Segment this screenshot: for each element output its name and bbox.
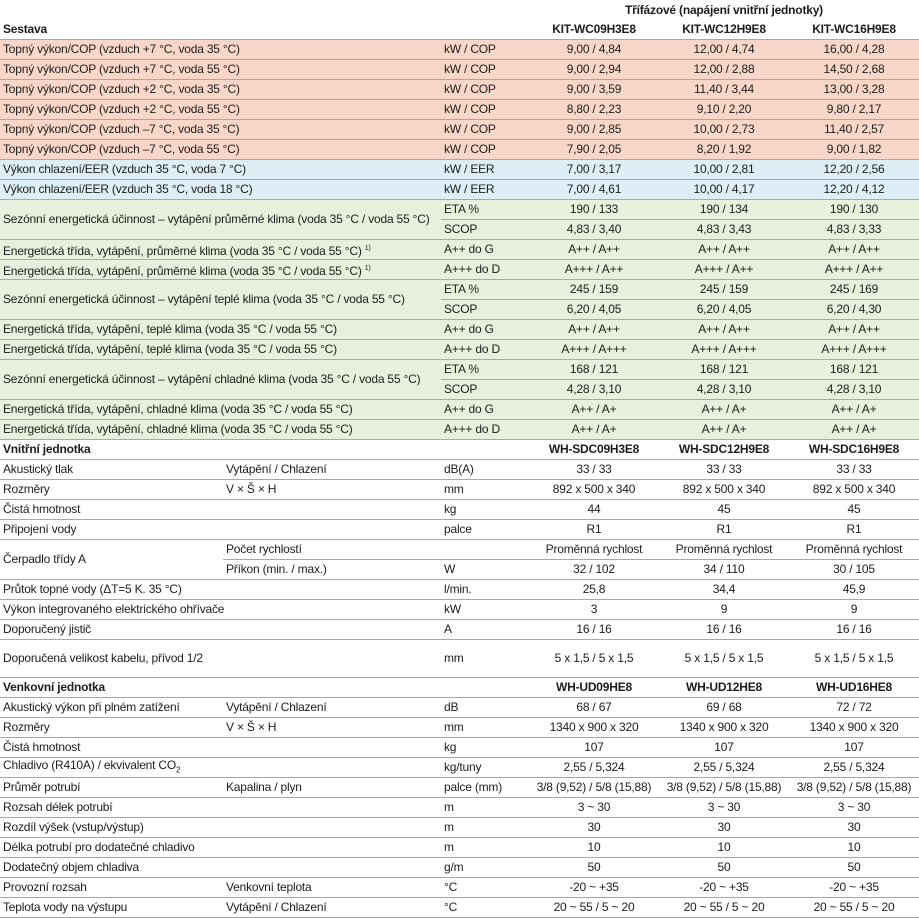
- row-sublabel: Vytápění / Chlazení: [223, 698, 441, 718]
- value-cell: 16,00 / 4,28: [789, 40, 919, 60]
- model-name: KIT-WC16H9E8: [789, 20, 919, 40]
- unit-cell: mm: [441, 640, 529, 678]
- row-label-text: Energetická třída, vytápění, průměrné klima (voda 35 °C / voda 55 °C): [3, 243, 362, 258]
- unit-cell: kW / EER: [441, 180, 529, 200]
- model-name: WH-UD16HE8: [789, 678, 919, 698]
- value-cell: 4,28 / 3,10: [529, 380, 659, 400]
- value-cell: 10,00 / 4,17: [659, 180, 789, 200]
- cooling-row: [0, 160, 919, 180]
- row-label: [0, 838, 441, 858]
- value-cell: 245 / 159: [529, 280, 659, 300]
- value-cell: 3/8 (9,52) / 5/8 (15,88): [529, 778, 659, 798]
- row-label: [0, 758, 441, 778]
- row-label: Topný výkon/COP (vzduch +2 °C, voda 55 °C): [0, 100, 441, 120]
- value-cell: 9,00 / 3,59: [529, 80, 659, 100]
- row-label: Sezónní energetická účinnost – vytápění teplé klima (voda 35 °C / voda 55 °C): [0, 280, 441, 320]
- row-label-text: Energetická třída, vytápění, chladné klima (voda 35 °C / voda 55 °C): [3, 402, 353, 416]
- unit-cell: °C: [441, 878, 529, 898]
- value-cell: 33 / 33: [529, 460, 659, 480]
- outdoor-row: [0, 898, 919, 918]
- unit-cell: A+++ do D: [441, 340, 529, 360]
- outdoor-row: [0, 718, 919, 738]
- row-label: [0, 738, 441, 758]
- value-cell: 20 ~ 55 / 5 ~ 20: [529, 898, 659, 918]
- row-sublabel: Příkon (min. / max.): [223, 560, 441, 580]
- unit-cell: g/m: [441, 858, 529, 878]
- value-cell: 7,00 / 4,61: [529, 180, 659, 200]
- unit-cell: ETA %: [441, 280, 529, 300]
- value-cell: 5 x 1,5 / 5 x 1,5: [659, 640, 789, 678]
- row-label: [0, 798, 441, 818]
- value-cell: 30: [789, 818, 919, 838]
- row-label: [0, 420, 441, 440]
- unit-cell: dB: [441, 698, 529, 718]
- value-cell: 107: [789, 738, 919, 758]
- value-cell: 3 ~ 30: [789, 798, 919, 818]
- value-cell: 4,28 / 3,10: [659, 380, 789, 400]
- row-label: [0, 818, 441, 838]
- value-cell: A++ / A++: [529, 320, 659, 340]
- value-cell: 9,00 / 1,82: [789, 140, 919, 160]
- row-label: Provozní rozsah: [0, 878, 223, 898]
- footnote-mark: 1): [364, 244, 371, 252]
- value-cell: 4,83 / 3,40: [529, 220, 659, 240]
- value-cell: A++ / A++: [789, 320, 919, 340]
- unit-cell: kW / EER: [441, 160, 529, 180]
- value-cell: 30: [529, 818, 659, 838]
- value-cell: 9,00 / 2,94: [529, 60, 659, 80]
- unit-cell: A+++ do D: [441, 260, 529, 280]
- value-cell: 34 / 110: [659, 560, 789, 580]
- efficiency-eta-row: [0, 280, 919, 300]
- row-sublabel: Počet rychlostí: [223, 540, 441, 560]
- value-cell: 4,83 / 3,33: [789, 220, 919, 240]
- value-cell: 12,20 / 4,12: [789, 180, 919, 200]
- value-cell: 8,80 / 2,23: [529, 100, 659, 120]
- value-cell: A+++ / A++: [659, 260, 789, 280]
- unit-cell: l/min.: [441, 580, 529, 600]
- efficiency-eta-row: [0, 200, 919, 220]
- row-label: Teplota vody na výstupu: [0, 898, 223, 918]
- value-cell: 50: [529, 858, 659, 878]
- value-cell: 892 x 500 x 340: [659, 480, 789, 500]
- value-cell: 25,8: [529, 580, 659, 600]
- value-cell: A++ / A+: [529, 400, 659, 420]
- value-cell: A++ / A+: [659, 400, 789, 420]
- model-name: WH-UD12HE8: [659, 678, 789, 698]
- value-cell: R1: [659, 520, 789, 540]
- value-cell: A+++ / A++: [529, 260, 659, 280]
- row-sublabel: Venkovní teplota: [223, 878, 441, 898]
- value-cell: 33 / 33: [789, 460, 919, 480]
- row-label: Akustický tlak: [0, 460, 223, 480]
- unit-cell: SCOP: [441, 380, 529, 400]
- value-cell: 168 / 121: [529, 360, 659, 380]
- value-cell: 11,40 / 3,44: [659, 80, 789, 100]
- value-cell: 45: [789, 500, 919, 520]
- unit-cell: palce (mm): [441, 778, 529, 798]
- value-cell: A++ / A++: [529, 240, 659, 260]
- value-cell: Proměnná rychlost: [659, 540, 789, 560]
- outdoor-row: [0, 818, 919, 838]
- heating-row: [0, 120, 919, 140]
- energy-class-row: [0, 320, 919, 340]
- heating-row: [0, 140, 919, 160]
- value-cell: A++ / A++: [789, 240, 919, 260]
- value-cell: 9,00 / 2,85: [529, 120, 659, 140]
- value-cell: 16 / 16: [529, 620, 659, 640]
- row-label: [0, 340, 441, 360]
- row-label: Doporučený jistič: [0, 620, 441, 640]
- footnote-mark: 1): [364, 264, 371, 272]
- value-cell: R1: [789, 520, 919, 540]
- group-title-row: [0, 0, 919, 20]
- value-cell: 30 / 105: [789, 560, 919, 580]
- value-cell: 4,83 / 3,43: [659, 220, 789, 240]
- value-cell: A+++ / A+++: [659, 340, 789, 360]
- value-cell: 10: [529, 838, 659, 858]
- value-cell: 9: [659, 600, 789, 620]
- value-cell: 5 x 1,5 / 5 x 1,5: [789, 640, 919, 678]
- unit-cell: mm: [441, 480, 529, 500]
- model-name: WH-SDC09H3E8: [529, 440, 659, 460]
- row-label: Topný výkon/COP (vzduch –7 °C, voda 55 °C): [0, 140, 441, 160]
- heating-row: [0, 60, 919, 80]
- unit-cell: A: [441, 620, 529, 640]
- row-sublabel: V × Š × H: [223, 480, 441, 500]
- value-cell: 2,55 / 5,324: [529, 758, 659, 778]
- value-cell: A++ / A++: [659, 320, 789, 340]
- unit-cell: kW / COP: [441, 140, 529, 160]
- unit-cell: SCOP: [441, 220, 529, 240]
- row-label: Výkon chlazení/EER (vzduch 35 °C, voda 18 °C): [0, 180, 441, 200]
- unit-cell: ETA %: [441, 360, 529, 380]
- section-title-indoor: Vnitřní jednotka: [0, 440, 529, 460]
- value-cell: 7,90 / 2,05: [529, 140, 659, 160]
- section-title-sestava: Sestava: [0, 20, 529, 40]
- energy-class-row: [0, 260, 919, 280]
- row-label: Čistá hmotnost: [0, 500, 223, 520]
- kit-header-row: [0, 20, 919, 40]
- unit-cell: ETA %: [441, 200, 529, 220]
- unit-cell: kW / COP: [441, 40, 529, 60]
- value-cell: 10: [659, 838, 789, 858]
- value-cell: 6,20 / 4,30: [789, 300, 919, 320]
- row-label: Rozměry: [0, 718, 223, 738]
- value-cell: 4,28 / 3,10: [789, 380, 919, 400]
- value-cell: A++ / A+: [529, 420, 659, 440]
- row-sublabel: V × Š × H: [223, 718, 441, 738]
- unit-cell: kg/tuny: [441, 758, 529, 778]
- value-cell: 3 ~ 30: [659, 798, 789, 818]
- row-sublabel: Vytápění / Chlazení: [223, 898, 441, 918]
- row-label: [0, 320, 441, 340]
- value-cell: 6,20 / 4,05: [529, 300, 659, 320]
- outdoor-row: [0, 838, 919, 858]
- outdoor-header-row: [0, 678, 919, 698]
- row-label-text: Čistá hmotnost: [3, 740, 81, 754]
- unit-cell: dB(A): [441, 460, 529, 480]
- value-cell: 168 / 121: [659, 360, 789, 380]
- value-cell: 10,00 / 2,73: [659, 120, 789, 140]
- unit-cell: A+++ do D: [441, 420, 529, 440]
- value-cell: 9,00 / 4,84: [529, 40, 659, 60]
- indoor-row: [0, 480, 919, 500]
- value-cell: 12,20 / 2,56: [789, 160, 919, 180]
- value-cell: 190 / 134: [659, 200, 789, 220]
- value-cell: A++ / A+: [789, 420, 919, 440]
- subscript: 2: [176, 765, 181, 775]
- value-cell: 45: [659, 500, 789, 520]
- model-name: WH-SDC16H9E8: [789, 440, 919, 460]
- indoor-header-row: [0, 440, 919, 460]
- outdoor-row: [0, 738, 919, 758]
- energy-class-row: [0, 340, 919, 360]
- value-cell: -20 ~ +35: [659, 878, 789, 898]
- row-label: [0, 240, 441, 260]
- value-cell: 8,20 / 1,92: [659, 140, 789, 160]
- heating-row: [0, 100, 919, 120]
- row-label: Sezónní energetická účinnost – vytápění chladné klima (voda 35 °C / voda 55 °C): [0, 360, 441, 400]
- value-cell: 44: [529, 500, 659, 520]
- row-label: [0, 400, 441, 420]
- row-label: Topný výkon/COP (vzduch –7 °C, voda 35 °C): [0, 120, 441, 140]
- value-cell: 50: [789, 858, 919, 878]
- value-cell: 20 ~ 55 / 5 ~ 20: [789, 898, 919, 918]
- value-cell: 16 / 16: [659, 620, 789, 640]
- row-label-text: Energetická třída, vytápění, teplé klima (voda 35 °C / voda 55 °C): [3, 322, 337, 336]
- value-cell: -20 ~ +35: [529, 878, 659, 898]
- row-label: Akustický výkon při plném zatížení: [0, 698, 223, 718]
- row-label: [0, 260, 441, 280]
- unit-cell: kg: [441, 738, 529, 758]
- value-cell: 3 ~ 30: [529, 798, 659, 818]
- row-sublabel: Vytápění / Chlazení: [223, 460, 441, 480]
- value-cell: 107: [529, 738, 659, 758]
- outdoor-row: [0, 798, 919, 818]
- indoor-row: [0, 500, 919, 520]
- unit-cell: palce: [441, 520, 529, 540]
- row-label-text: Rozsah délek potrubí: [3, 800, 113, 815]
- value-cell: 10: [789, 838, 919, 858]
- unit-cell: m: [441, 798, 529, 818]
- value-cell: 69 / 68: [659, 698, 789, 718]
- row-label: Průměr potrubí: [0, 778, 223, 798]
- value-cell: A++ / A+: [659, 420, 789, 440]
- row-label-text: Dodatečný objem chladiva: [3, 860, 139, 875]
- row-label: Topný výkon/COP (vzduch +2 °C, voda 35 °C): [0, 80, 441, 100]
- value-cell: A++ / A+: [789, 400, 919, 420]
- value-cell: 72 / 72: [789, 698, 919, 718]
- value-cell: 3/8 (9,52) / 5/8 (15,88): [659, 778, 789, 798]
- unit-cell: kW / COP: [441, 120, 529, 140]
- row-label: Rozměry: [0, 480, 223, 500]
- value-cell: R1: [529, 520, 659, 540]
- outdoor-row: [0, 758, 919, 778]
- row-label-text: Délka potrubí pro dodatečné chladivo: [3, 840, 195, 855]
- value-cell: 3: [529, 600, 659, 620]
- cable-row: [0, 640, 919, 678]
- row-label: Topný výkon/COP (vzduch +7 °C, voda 55 °C): [0, 60, 441, 80]
- energy-class-row: [0, 240, 919, 260]
- value-cell: 6,20 / 4,05: [659, 300, 789, 320]
- group-title: Třífázové (napájení vnitřní jednotky): [625, 2, 823, 17]
- value-cell: 45,9: [789, 580, 919, 600]
- value-cell: 13,00 / 3,28: [789, 80, 919, 100]
- unit-cell: kW: [441, 600, 529, 620]
- row-label-text: Energetická třída, vytápění, teplé klima (voda 35 °C / voda 55 °C): [3, 342, 337, 356]
- value-cell: 16 / 16: [789, 620, 919, 640]
- value-cell: 3/8 (9,52) / 5/8 (15,88): [789, 778, 919, 798]
- energy-class-row: [0, 400, 919, 420]
- value-cell: 168 / 121: [789, 360, 919, 380]
- row-label-text: Energetická třída, vytápění, chladné klima (voda 35 °C / voda 55 °C): [3, 422, 353, 436]
- value-cell: 20 ~ 55 / 5 ~ 20: [659, 898, 789, 918]
- indoor-row: [0, 580, 919, 600]
- indoor-row: [0, 620, 919, 640]
- unit-cell: A++ do G: [441, 320, 529, 340]
- value-cell: 10,00 / 2,81: [659, 160, 789, 180]
- heating-row: [0, 40, 919, 60]
- efficiency-eta-row: [0, 360, 919, 380]
- value-cell: 34,4: [659, 580, 789, 600]
- row-label: [0, 858, 441, 878]
- value-cell: 245 / 159: [659, 280, 789, 300]
- row-label-text: Rozdíl výšek (vstup/výstup): [3, 820, 144, 835]
- outdoor-row: [0, 778, 919, 798]
- model-name: KIT-WC12H9E8: [659, 20, 789, 40]
- outdoor-row: [0, 698, 919, 718]
- value-cell: 9: [789, 600, 919, 620]
- row-sublabel: [223, 520, 441, 540]
- unit-cell: m: [441, 838, 529, 858]
- value-cell: A++ / A++: [659, 240, 789, 260]
- value-cell: A+++ / A+++: [789, 340, 919, 360]
- value-cell: 2,55 / 5,324: [659, 758, 789, 778]
- row-sublabel: Kapalina / plyn: [223, 778, 441, 798]
- outdoor-row: [0, 858, 919, 878]
- section-title-outdoor: Venkovní jednotka: [0, 678, 529, 698]
- value-cell: Proměnná rychlost: [529, 540, 659, 560]
- cooling-row: [0, 180, 919, 200]
- value-cell: A+++ / A+++: [529, 340, 659, 360]
- value-cell: 1340 x 900 x 320: [659, 718, 789, 738]
- heating-row: [0, 80, 919, 100]
- row-sublabel: [223, 500, 441, 520]
- value-cell: -20 ~ +35: [789, 878, 919, 898]
- value-cell: 892 x 500 x 340: [529, 480, 659, 500]
- value-cell: 9,10 / 2,20: [659, 100, 789, 120]
- row-label: Připojení vody: [0, 520, 223, 540]
- unit-cell: kW / COP: [441, 80, 529, 100]
- row-label-text: Energetická třída, vytápění, průměrné klima (voda 35 °C / voda 55 °C): [3, 263, 362, 278]
- value-cell: 7,00 / 3,17: [529, 160, 659, 180]
- indoor-row: [0, 460, 919, 480]
- unit-cell: mm: [441, 718, 529, 738]
- row-label: Topný výkon/COP (vzduch +7 °C, voda 35 °C): [0, 40, 441, 60]
- model-name: WH-UD09HE8: [529, 678, 659, 698]
- value-cell: 190 / 130: [789, 200, 919, 220]
- value-cell: 14,50 / 2,68: [789, 60, 919, 80]
- value-cell: 30: [659, 818, 789, 838]
- unit-cell: kW / COP: [441, 60, 529, 80]
- value-cell: 9,80 / 2,17: [789, 100, 919, 120]
- unit-cell: A++ do G: [441, 400, 529, 420]
- unit-cell: W: [441, 560, 529, 580]
- value-cell: 2,55 / 5,324: [789, 758, 919, 778]
- value-cell: 245 / 169: [789, 280, 919, 300]
- value-cell: 1340 x 900 x 320: [529, 718, 659, 738]
- indoor-row: [0, 520, 919, 540]
- unit-cell: A++ do G: [441, 240, 529, 260]
- unit-cell: m: [441, 818, 529, 838]
- value-cell: 50: [659, 858, 789, 878]
- unit-cell: kW / COP: [441, 100, 529, 120]
- row-label: Sezónní energetická účinnost – vytápění průměrné klima (voda 35 °C / voda 55 °C): [0, 200, 441, 240]
- value-cell: 190 / 133: [529, 200, 659, 220]
- value-cell: 68 / 67: [529, 698, 659, 718]
- value-cell: 5 x 1,5 / 5 x 1,5: [529, 640, 659, 678]
- row-label-text: Chladivo (R410A) / ekvivalent CO: [3, 758, 177, 772]
- value-cell: 892 x 500 x 340: [789, 480, 919, 500]
- model-name: KIT-WC09H3E8: [529, 20, 659, 40]
- unit-cell: kg: [441, 500, 529, 520]
- value-cell: 1340 x 900 x 320: [789, 718, 919, 738]
- pump-speed-row: [0, 540, 919, 560]
- value-cell: 32 / 102: [529, 560, 659, 580]
- model-name: WH-SDC12H9E8: [659, 440, 789, 460]
- value-cell: 12,00 / 4,74: [659, 40, 789, 60]
- row-label: Doporučená velikost kabelu, přívod 1/2: [0, 640, 441, 678]
- unit-cell: °C: [441, 898, 529, 918]
- value-cell: Proměnná rychlost: [789, 540, 919, 560]
- value-cell: A+++ / A++: [789, 260, 919, 280]
- row-label: Výkon integrovaného elektrického ohřívače: [0, 600, 441, 620]
- indoor-row: [0, 600, 919, 620]
- outdoor-row: [0, 878, 919, 898]
- row-label: Průtok topné vody (ΔT=5 K. 35 °C): [0, 580, 441, 600]
- value-cell: 11,40 / 2,57: [789, 120, 919, 140]
- unit-cell: [441, 540, 529, 560]
- energy-class-row: [0, 420, 919, 440]
- row-label: Výkon chlazení/EER (vzduch 35 °C, voda 7 °C): [0, 160, 441, 180]
- value-cell: 107: [659, 738, 789, 758]
- row-label: Čerpadlo třídy A: [0, 540, 223, 580]
- unit-cell: SCOP: [441, 300, 529, 320]
- value-cell: 33 / 33: [659, 460, 789, 480]
- value-cell: 12,00 / 2,88: [659, 60, 789, 80]
